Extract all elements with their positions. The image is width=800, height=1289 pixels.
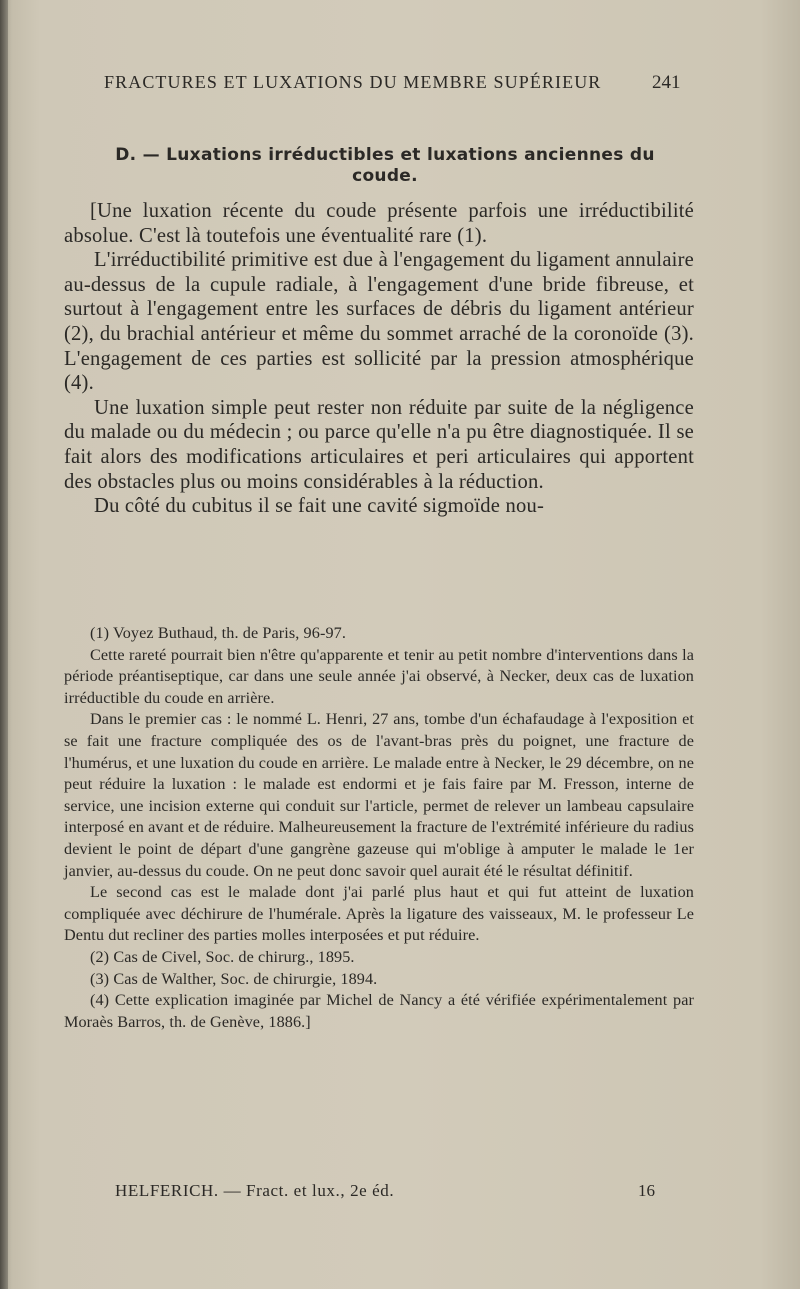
printer-signature: HELFERICH. — Fract. et lux., 2e éd. [115, 1181, 395, 1200]
footnote: (3) Cas de Walther, Soc. de chirurgie, 1894. [90, 969, 378, 988]
body-paragraph: Du côté du cubitus il se fait une cavité sigmoïde nou- [94, 495, 545, 518]
footnote: (2) Cas de Civel, Soc. de chirurg., 1895. [90, 947, 355, 966]
section-title: D. — Luxations irréductibles et luxations anciennes du coude. [115, 145, 655, 186]
page-number: 241 [652, 72, 681, 93]
footnote: (4) Cette explication imaginée par Michel de Nancy a été vérifiée expérimentalement par Moraès Barros, th. de Genève, 1886.] [64, 991, 694, 1031]
book-spine-shadow [0, 0, 8, 1289]
footnote: Cette rareté pourrait bien n'être qu'apparente et tenir au petit nombre d'interventions dans la période préantiseptique, car dans une seule année j'ai observé, à Necker, deux cas de luxation irréductible du coude en arrière. [64, 645, 694, 707]
page-footer [115, 1181, 655, 1203]
footnote: Le second cas est le malade dont j'ai parlé plus haut et qui fut atteint de luxation compliquée avec déchirure de l'humérale. Après la ligature des vaisseaux, M. le professeur Le Dentu dut recliner des parties molles interposées et put réduire. [64, 883, 694, 945]
body-paragraph: [Une luxation récente du coude présente parfois une irréductibilité absolue. C'est là toutefois une éventualité rare (1). [64, 200, 694, 247]
sheet-number: 16 [638, 1181, 655, 1200]
running-head [0, 72, 800, 98]
body-paragraph: L'irréductibilité primitive est due à l'engagement du ligament annulaire au-dessus de la cupule radiale, à l'engagement d'une bride fibreuse, et surtout à l'engagement entre les surfaces de débris du ligament antérieur (2), du brachial antérieur et même du sommet arraché de la coronoïde (3). L'engagement de ces parties est sollicité par la pression atmosphérique (4). [64, 249, 694, 395]
footnote: Dans le premier cas : le nommé L. Henri, 27 ans, tombe d'un échafaudage à l'exposition et se fait une fracture compliquée des os de l'avant-bras près du poignet, une fracture de l'humérus, et une luxation du coude en arrière. Le malade entre à Necker, le 29 décembre, on ne peut réduire la luxation : le malade est endormi et je fais faire par M. Fresson, interne de service, une incision externe qui conduit sur l'article, permet de relever un lambeau capsulaire interposé en avant et de réduire. Malheureusement la fracture de l'extrémité inférieure du radius devient le point de départ d'une gangrène gazeuse qui m'oblige à amputer le malade le 1er janvier, au-dessus du coude. On ne peut donc savoir quel aurait été le résultat définitif. [64, 710, 694, 880]
body-paragraph: Une luxation simple peut rester non réduite par suite de la négligence du malade ou du médecin ; ou parce qu'elle n'a pu être diagnostiquée. Il se fait alors des modifications articulaires et peri articulaires qui apportent des obstacles plus ou moins considérables à la réduction. [64, 396, 694, 493]
running-head-title: FRACTURES ET LUXATIONS DU MEMBRE SUPÉRIEUR [104, 72, 602, 92]
footnote: (1) Voyez Buthaud, th. de Paris, 96-97. [90, 624, 346, 642]
body-text [64, 199, 694, 519]
footnotes [64, 623, 694, 1033]
